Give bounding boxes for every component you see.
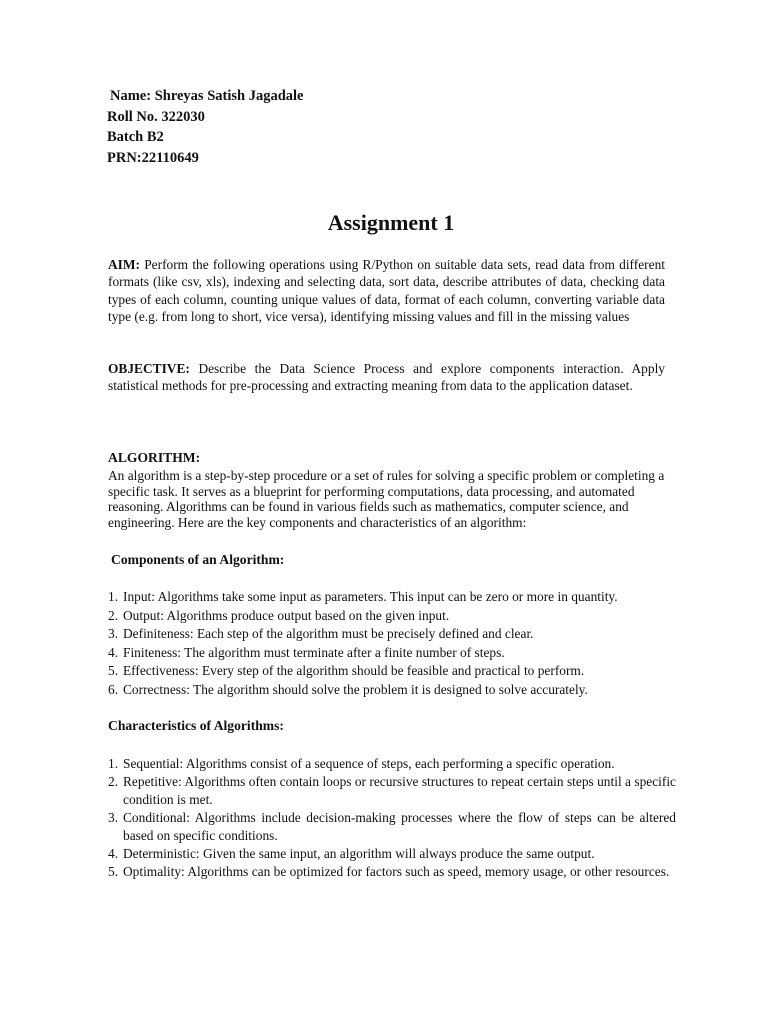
list-item xyxy=(108,588,676,607)
list-item-text: Output: Algorithms produce output based on the given input. xyxy=(123,607,450,623)
characteristics-heading: Characteristics of Algorithms: xyxy=(108,718,284,733)
list-item-number: 2. xyxy=(108,774,119,789)
list-item-text: Finiteness: The algorithm must terminate after a finite number of steps. xyxy=(123,644,505,660)
list-item-number: 3. xyxy=(108,810,119,825)
list-item-text: Correctness: The algorithm should solve the problem it is designed to solve accurately. xyxy=(123,681,588,697)
student-name: Name: Shreyas Satish Jagadale xyxy=(110,88,304,104)
objective-label: OBJECTIVE: xyxy=(108,361,190,376)
roll-number: Roll No. 322030 xyxy=(107,108,205,125)
list-item xyxy=(108,863,676,881)
list-item-number: 5. xyxy=(108,864,119,879)
list-item-number: 4. xyxy=(108,644,119,660)
list-item xyxy=(108,607,676,626)
components-list xyxy=(108,588,676,700)
list-item xyxy=(108,755,676,773)
list-item-number: 5. xyxy=(108,663,119,679)
list-item-number: 4. xyxy=(108,846,119,861)
list-item xyxy=(108,644,676,663)
list-item-text: Input: Algorithms take some input as parameters. This input can be zero or more in quantity. xyxy=(123,589,618,604)
algorithm-heading: ALGORITHM: xyxy=(108,450,201,465)
aim-text: Perform the following operations using R/Python on suitable data sets, read data from different formats (like csv, xls), indexing and selecting data, sort data, describe attributes of data, checking data types of each column, counting unique values of data, format of each column, converting variable data type (e.g. from long to short, vice versa), identifying missing values and fill in the missing values xyxy=(108,257,665,324)
aim-paragraph xyxy=(108,256,665,325)
page-title: Assignment 1 xyxy=(327,210,455,235)
batch: Batch B2 xyxy=(107,129,164,145)
list-item-text: Conditional: Algorithms include decision-making processes where the flow of steps can be altered based on specific conditions. xyxy=(123,810,676,843)
list-item-text: Repetitive: Algorithms often contain loops or recursive structures to repeat certain steps until a specific condition is met. xyxy=(123,774,676,807)
list-item-number: 1. xyxy=(108,756,119,771)
list-item-text: Optimality: Algorithms can be optimized for factors such as speed, memory usage, or other resources. xyxy=(123,864,670,879)
list-item-text: Effectiveness: Every step of the algorithm should be feasible and practical to perform. xyxy=(123,663,585,679)
list-item-number: 3. xyxy=(108,626,119,642)
list-item-number: 2. xyxy=(108,607,119,623)
characteristics-list xyxy=(108,755,676,881)
components-heading: Components of an Algorithm: xyxy=(111,552,285,567)
algorithm-intro: An algorithm is a step-by-step procedure or a set of rules for solving a specific problem or completing a specific task. It serves as a blueprint for performing computations, data processing, and automated reasoning. Algorithms can be found in various fields such as mathematics, computer science, and engineering. Here are the key components and characteristics of an algorithm: xyxy=(108,468,665,530)
list-item xyxy=(108,681,676,700)
list-item-number: 6. xyxy=(108,681,119,697)
objective-text: Describe the Data Science Process and explore components interaction. Apply statistical methods for pre-processing and extracting meaning from data to the application dataset. xyxy=(108,361,665,394)
list-item-text: Sequential: Algorithms consist of a sequence of steps, each performing a specific operation. xyxy=(123,756,615,771)
list-item-text: Deterministic: Given the same input, an algorithm will always produce the same output. xyxy=(123,846,595,861)
objective-paragraph xyxy=(108,360,665,395)
list-item xyxy=(108,662,676,681)
list-item xyxy=(108,625,676,644)
student-details xyxy=(107,86,303,168)
list-item xyxy=(108,773,676,809)
list-item xyxy=(108,809,676,845)
prn-number: PRN:22110649 xyxy=(107,149,199,166)
list-item-number: 1. xyxy=(108,589,119,604)
list-item-text: Definiteness: Each step of the algorithm must be precisely defined and clear. xyxy=(123,626,534,642)
list-item xyxy=(108,845,676,863)
aim-label: AIM: xyxy=(108,257,140,272)
